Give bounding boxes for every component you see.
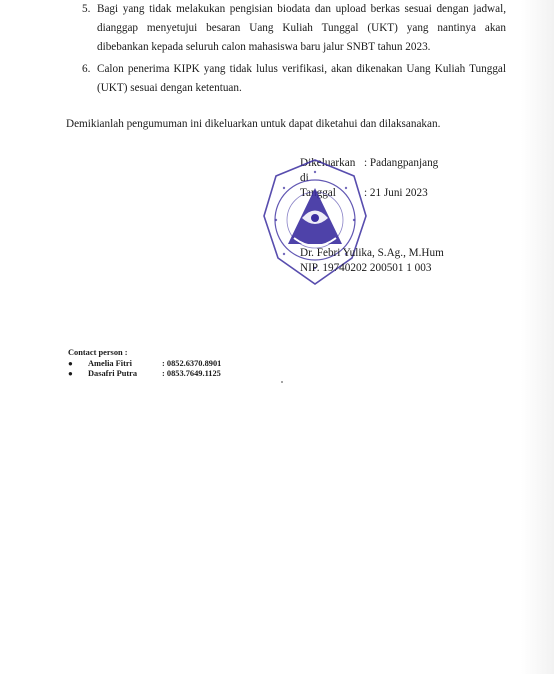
contact-name: Dasafri Putra xyxy=(88,369,138,378)
issued-label: Dikeluarkan di xyxy=(300,157,356,184)
contact-phone: : 0852.6370.8901 xyxy=(162,359,222,368)
issued-value: : Padangpanjang xyxy=(364,157,439,169)
list-text-line: (UKT) sesuai dengan ketentuan. xyxy=(97,82,242,94)
list-text-line: dianggap menyetujui besaran Uang Kuliah Tunggal (UKT) yang nantinya akan xyxy=(97,22,506,34)
bullet-icon: ● xyxy=(68,369,73,378)
signatory-block xyxy=(300,246,444,276)
closing-statement: Demikianlah pengumuman ini dikeluarkan untuk dapat diketahui dan dilaksanakan. xyxy=(66,118,441,130)
signatory-nip: NIP. 19740202 200501 1 003 xyxy=(300,262,432,274)
signatory-name: Dr. Febri Yulika, S.Ag., M.Hum xyxy=(300,247,444,259)
contact-name: Amelia Fitri xyxy=(88,359,132,368)
scan-speck xyxy=(281,381,283,383)
announcement-list xyxy=(66,0,506,101)
contact-person-block xyxy=(68,348,221,379)
bullet-icon: ● xyxy=(68,359,73,368)
list-text-line: Bagi yang tidak melakukan pengisian biodata dan upload berkas sesuai dengan jadwal, xyxy=(97,3,506,15)
date-label: Tanggal xyxy=(300,187,336,199)
date-value: : 21 Juni 2023 xyxy=(364,187,428,199)
list-text-line: Calon penerima KIPK yang tidak lulus verifikasi, akan dikenakan Uang Kuliah Tunggal xyxy=(97,63,506,75)
contact-phone: : 0853.7649.1125 xyxy=(162,369,221,378)
list-item xyxy=(66,0,506,57)
list-item xyxy=(66,60,506,98)
contact-title: Contact person : xyxy=(68,348,128,357)
contact-row xyxy=(68,359,221,369)
list-number: 6. xyxy=(82,63,91,75)
list-text-line: dibebankan kepada seluruh calon mahasiswa baru jalur SNBT tahun 2023. xyxy=(97,41,431,53)
list-number: 5. xyxy=(82,3,91,15)
contact-row xyxy=(68,369,221,379)
